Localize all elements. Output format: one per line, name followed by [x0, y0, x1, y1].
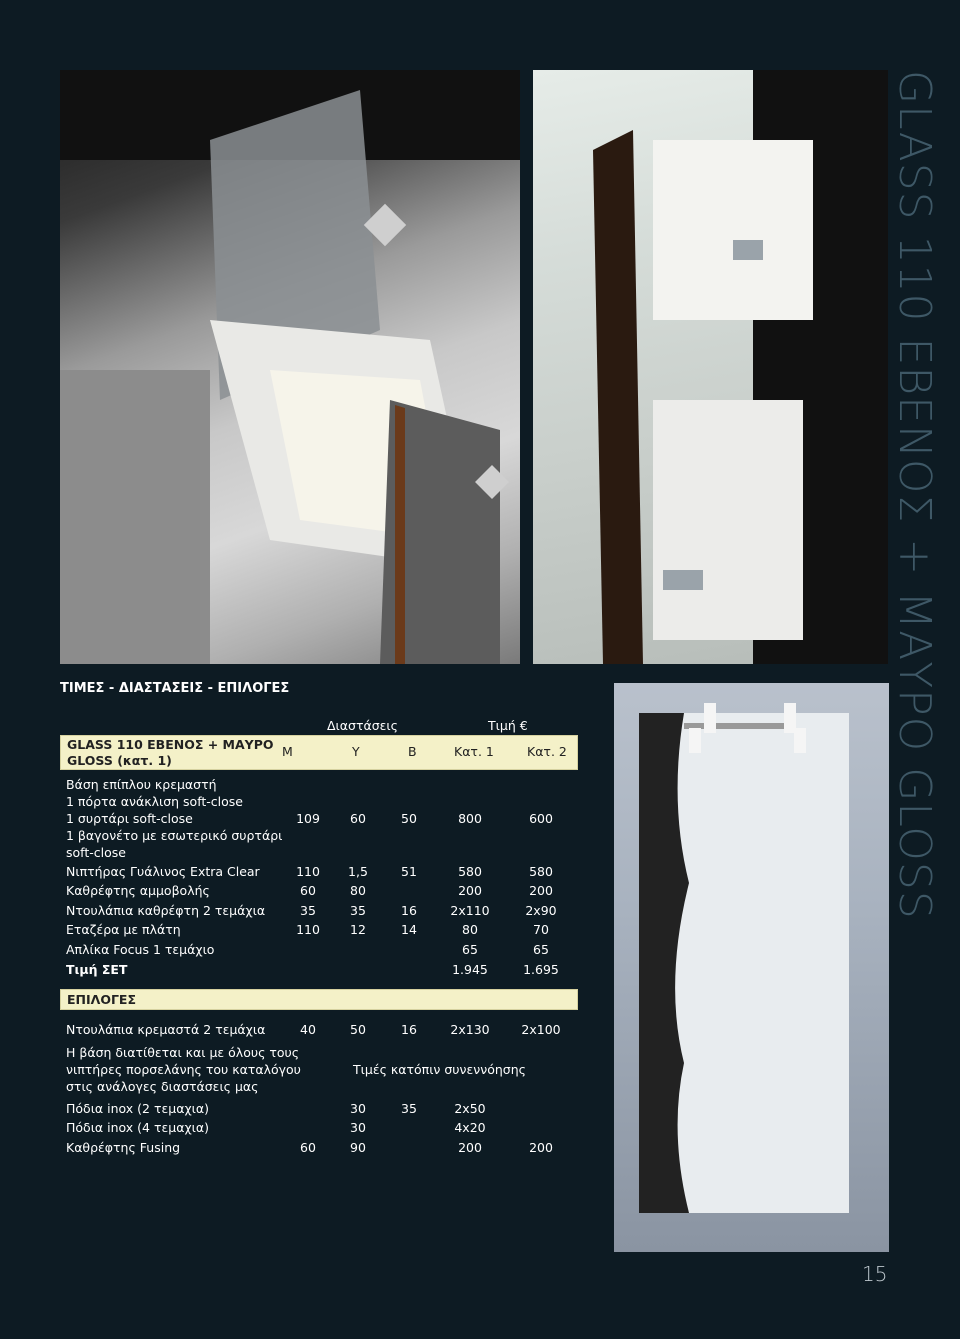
row-y: 1,5: [348, 864, 368, 879]
section-title: ΤΙΜΕΣ - ΔΙΑΣΤΑΣΕΙΣ - ΕΠΙΛΟΓΕΣ: [60, 681, 290, 696]
opt-row-k1: 2x50: [454, 1101, 486, 1116]
base-desc-line2: 1 πόρτα ανάκλιση soft-close: [66, 794, 243, 809]
header-band: [60, 735, 578, 770]
col-k1-header: Κατ. 1: [454, 744, 494, 759]
col-m-header: M: [282, 744, 293, 759]
base-m: 109: [296, 811, 320, 826]
vanity-drawers-illustration: [60, 70, 520, 664]
row-b: 16: [401, 903, 417, 918]
total-k1: 1.945: [452, 962, 488, 977]
page-number: 15: [862, 1262, 888, 1286]
opt-base-line3: στις ανάλογες διαστάσεις μας: [66, 1079, 259, 1094]
base-desc-line1: Βάση επίπλου κρεμαστή: [66, 777, 217, 792]
opt-row-b: 35: [401, 1101, 417, 1116]
total-label: Τιμή ΣΕΤ: [66, 962, 128, 977]
row-k1: 200: [458, 883, 482, 898]
opt-row-m: 60: [300, 1140, 316, 1155]
row-m: 110: [296, 922, 320, 937]
dims-label: Διαστάσεις: [327, 718, 398, 733]
opt-row-y: 30: [350, 1120, 366, 1135]
row-k2: 580: [529, 864, 553, 879]
vertical-title-text: GLASS 110 ΕΒΕΝΟΣ + ΜΑΥΡΟ GLOSS: [889, 70, 940, 920]
opt-cabinets-y: 50: [350, 1022, 366, 1037]
opt-base-note: Τιμές κατόπιν συνεννόησης: [353, 1062, 526, 1077]
row-k2: 2x90: [525, 903, 557, 918]
base-k2: 600: [529, 811, 553, 826]
price-label: Τιμή €: [488, 718, 528, 733]
row-label: Απλίκα Focus 1 τεμάχιο: [66, 942, 215, 957]
base-b: 50: [401, 811, 417, 826]
opt-base-line2: νιπτήρες πορσελάνης του καταλόγου: [66, 1062, 301, 1077]
opt-row-y: 30: [350, 1101, 366, 1116]
row-k2: 200: [529, 883, 553, 898]
mirror-photo: [614, 683, 889, 1252]
col-b-header: Β: [408, 744, 417, 759]
opt-cabinets-label: Ντουλάπια κρεμαστά 2 τεμάχια: [66, 1022, 266, 1037]
opt-row-label: Πόδια inox (2 τεμαχια): [66, 1101, 210, 1116]
opt-cabinets-k2: 2x100: [521, 1022, 561, 1037]
product-name-line2: GLOSS (κατ. 1): [67, 753, 172, 768]
vanity-drawers-photo: [60, 70, 520, 664]
opt-row-k2: 200: [529, 1140, 553, 1155]
opt-cabinets-m: 40: [300, 1022, 316, 1037]
row-k1: 580: [458, 864, 482, 879]
total-k2: 1.695: [523, 962, 559, 977]
row-k1: 65: [462, 942, 478, 957]
row-label: Εταζέρα με πλάτη: [66, 922, 181, 937]
row-label: Καθρέφτης αμμοβολής: [66, 883, 210, 898]
options-band: [60, 989, 578, 1010]
row-m: 110: [296, 864, 320, 879]
row-label: Νιπτήρας Γυάλινος Extra Clear: [66, 864, 260, 879]
col-k2-header: Κατ. 2: [527, 744, 567, 759]
mirror-illustration: [614, 683, 889, 1252]
row-label: Ντουλάπια καθρέφτη 2 τεμάχια: [66, 903, 266, 918]
col-y-header: Υ: [352, 744, 360, 759]
vanity-interior-illustration: [533, 70, 888, 664]
opt-row-y: 90: [350, 1140, 366, 1155]
base-k1: 800: [458, 811, 482, 826]
base-desc-line4: 1 βαγονέτο με εσωτερικό συρτάρι: [66, 828, 283, 843]
opt-row-label: Καθρέφτης Fusing: [66, 1140, 181, 1155]
row-y: 80: [350, 883, 366, 898]
base-desc-line3: 1 συρτάρι soft-close: [66, 811, 193, 826]
base-y: 60: [350, 811, 366, 826]
row-k1: 80: [462, 922, 478, 937]
opt-cabinets-k1: 2x130: [450, 1022, 490, 1037]
row-b: 14: [401, 922, 417, 937]
vanity-interior-photo: [533, 70, 888, 664]
row-y: 35: [350, 903, 366, 918]
opt-row-label: Πόδια inox (4 τεμαχια): [66, 1120, 210, 1135]
vertical-product-title: [888, 70, 948, 930]
row-k1: 2x110: [450, 903, 490, 918]
row-k2: 65: [533, 942, 549, 957]
row-k2: 70: [533, 922, 549, 937]
product-name-line1: GLASS 110 ΕΒΕΝΟΣ + ΜΑΥΡΟ: [67, 737, 274, 752]
options-title: ΕΠΙΛΟΓΕΣ: [67, 992, 136, 1007]
base-desc-line5: soft-close: [66, 845, 126, 860]
row-b: 51: [401, 864, 417, 879]
row-y: 12: [350, 922, 366, 937]
opt-row-k1: 4x20: [454, 1120, 486, 1135]
opt-row-k1: 200: [458, 1140, 482, 1155]
row-m: 60: [300, 883, 316, 898]
opt-cabinets-b: 16: [401, 1022, 417, 1037]
opt-base-line1: Η βάση διατίθεται και με όλους τους: [66, 1045, 300, 1060]
row-m: 35: [300, 903, 316, 918]
